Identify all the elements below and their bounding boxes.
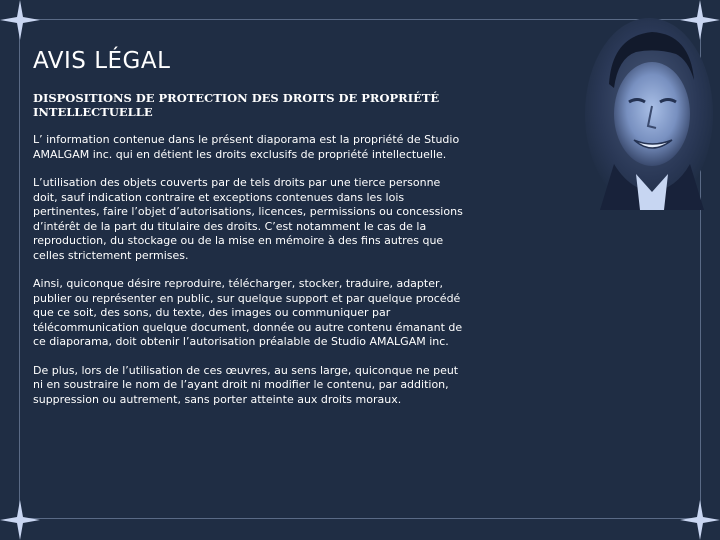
slide-subtitle: DISPOSITIONS DE PROTECTION DES DROITS DE PROPRIÉTÉ INTELLECTUELLE [33,91,440,119]
corner-star-icon [680,500,720,540]
paragraph-reproduction: Ainsi, quiconque désire reproduire, télécharger, stocker, traduire, adapter, publier ou représenter en public, sur quelque support et par quelque procédé que ce soit, des sons, du texte, des images ou communiquer par télécommunication quelque document, donnée ou autre contenu émanant de ce diaporama, doit obtenir l’autorisation préalable de Studio AMALGAM inc. [33,277,463,348]
corner-star-icon [0,500,40,540]
slide-title: AVIS LÉGAL [33,48,171,74]
paragraph-ownership: L’ information contenue dans le présent diaporama est la propriété de Studio AMALGAM inc. qui en détient les droits exclusifs de propriété intellectuelle. [33,133,460,161]
corner-star-icon [0,0,40,40]
paragraph-usage: L’utilisation des objets couverts par de tels droits par une tierce personne doit, sauf indication contraire et exceptions contenues dans les lois pertinentes, faire l’objet d’autorisations, licences, permissions ou concessions d’intérêt de la part du titulaire des droits. C’est notamment le cas de la reproduction, du stockage ou de la mise en mémoire à des fins autres que celles strictement permises. [33,176,463,262]
portrait-photo [584,14,715,210]
legal-text-block [33,133,463,421]
paragraph-moral-rights: De plus, lors de l’utilisation de ces œuvres, au sens large, quiconque ne peut ni en soustraire le nom de l’ayant droit ni modifier le contenu, par addition, suppression ou autrement, sans porter atteinte aux droits moraux. [33,363,459,406]
frame-left-line [19,20,20,520]
frame-bottom-line [20,518,700,519]
